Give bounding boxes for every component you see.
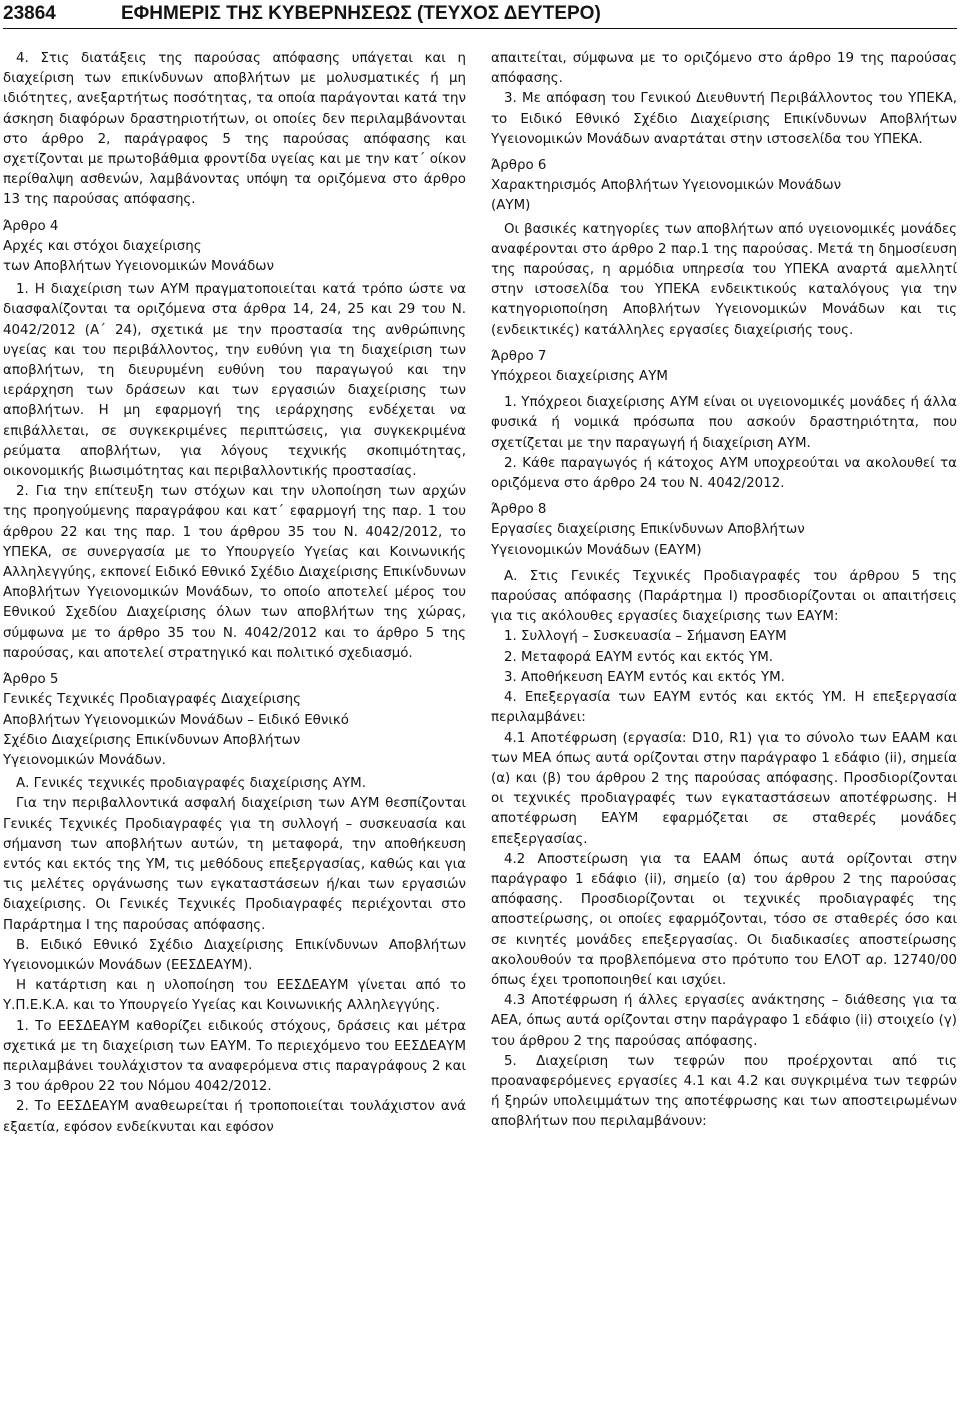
header-divider — [3, 28, 957, 29]
article5-section-b-item3: 3. Με απόφαση του Γενικού Διευθυντή Περιβάλλοντος του ΥΠΕΚΑ, το Ειδικό Εθνικό Σχέδιο Διαχείρισης Επικίνδυνων Αποβλήτων Υγειονομικών Μονάδων αναρτάται στην ιστοσελίδα του ΥΠΕΚΑ. — [491, 91, 957, 147]
article8-item4-2: 4.2 Αποστείρωση για τα ΕΑΑΜ όπως αυτά ορίζονται στην παράγραφο 1 εδάφιο (ii), σημείο (α) του άρθρου 2 της παρούσας απόφασης. Προσδιορίζονται οι τεχνικές προδιαγραφές της αποστείρωσης, οι οποίες εφαρμόζονται, τόσο σε σταθερές όσο και σε κινητές μονάδες επεξεργασίας. Οι διαδικασίες αποστείρωσης ακολουθούν τα προβλεπόμενα στο πρότυπο του ΕΛΟΤ αρ. 12740/00 όπως έχει τροποποιηθεί και ισχύει. — [491, 851, 957, 988]
article4-paragraph2: 2. Για την επίτευξη των στόχων και την υλοποίηση των αρχών της προηγούμενης παραγράφου και κατ΄ εφαρμογή της παρ. 1 του άρθρου 22 και της παρ. 1 του άρθρου 35 του Ν. 4042/2012, το ΥΠΕΚΑ, σε συνεργασία με το Υπουργείο Υγείας και Κοινωνικής Αλληλεγγύης, εκπονεί Ειδικό Εθνικό Σχέδιο Διαχείρισης Επικίνδυνων Αποβλήτων Υγειονομικών Μονάδων, το οποίο αποτελεί μέρος του Εθνικού Σχεδίου Διαχείρισης όλων των αποβλήτων της χώρας, σύμφωνα με το άρθρο 35 του Ν. 4042/2012 και το άρθρο 5 της παρούσας, και αποτελεί στρατηγικό και πολιτικό σχεδιασμό. — [3, 484, 466, 661]
article8-item4-1: 4.1 Αποτέφρωση (εργασία: D10, R1) για το σύνολο των ΕΑΑΜ και των ΜΕΑ όπως αυτά ορίζονται στην παράγραφο 1 εδάφιο (ii), σημεία (α) και (β) του άρθρου 2 της παρούσας απόφασης. Προσδιορίζονται οι τεχνικές προδιαγραφές των εγκαταστάσεων αποτέφρωσης. Η αποτέφρωση ΕΑΥΜ εφαρμόζεται σε σταθερές μονάδες επεξεργασίας. — [491, 730, 957, 847]
article5-number: Άρθρο 5 — [3, 672, 59, 688]
article8-item3: 3. Αποθήκευση ΕΑΥΜ εντός και εκτός ΥΜ. — [504, 669, 785, 685]
article8-item5: 5. Διαχείριση των τεφρών που προέρχονται από τις προαναφερόμενες εργασίες 4.1 και 4.2 και συγκριμένα των τεφρών ή ξηρών υπολειμμάτων της αποτέφρωσης και των αποστειρωμένων αποβλήτων που περιλαμβάνουν: — [491, 1053, 957, 1130]
article7-paragraph1: 1. Υπόχρεοι διαχείρισης ΑΥΜ είναι οι υγειονομικές μονάδες ή άλλα φυσικά ή νομικά πρόσωπα που ασκούν δραστηριότητα, που σχετίζεται με την παραγωγή ή διαχείριση ΑΥΜ. — [491, 395, 957, 451]
article6-text: Οι βασικές κατηγορίες των αποβλήτων από υγειονομικές μονάδες αναφέρονται στο άρθρο 2 παρ.1 της παρούσας. Μετά τη δημοσίευση της παρούσας, η αρμόδια υπηρεσία του ΥΠΕΚΑ αναρτά αμελλητί στην ιστοσελίδα του ΥΠΕΚΑ ενδεικτικούς καταλόγους για την κατηγοριοποίηση Αποβλήτων Υγειονομικών Μονάδων και τις (ενδεικτικές) κατάλληλες εργασίες διαχείρισής τους. — [491, 221, 957, 338]
article4-title-line1: Αρχές και στόχοι διαχείρισης — [3, 238, 202, 254]
article7-title: Υπόχρεοι διαχείρισης ΑΥΜ — [491, 369, 668, 385]
article5-title-line1: Γενικές Τεχνικές Προδιαγραφές Διαχείρισης — [3, 692, 302, 708]
article8-title-line2: Υγειονομικών Μονάδων (ΕΑΥΜ) — [491, 542, 702, 558]
article4-paragraph1: 1. Η διαχείριση των ΑΥΜ πραγματοποιείται κατά τρόπο ώστε να διασφαλίζονται τα οριζόμενα στα άρθρα 14, 24, 25 και 29 του Ν. 4042/2012 (Α΄ 24), σχετικά με την προστασία της ανθρώπινης υγείας και του περιβάλλοντος, την ευθύνη για τη διαχείριση των αποβλήτων, τη διευρυμένη ευθύνη του παραγωγού και την ιεράρχηση των δράσεων και των εργασιών διαχείρισης των αποβλήτων. Η μη εφαρμογή της ιεράρχησης ενδέχεται να επιβάλλεται, σε συγκεκριμένες περιπτώσεις, για συγκεκριμένα ρεύματα αποβλήτων, για λόγους τεχνικής σκοπιμότητας, οικονομικής βιωσιμότητας και περιβαλλοντικής προστασίας. — [3, 282, 466, 480]
article5-section-b-item1: 1. Το ΕΕΣΔΕΑΥΜ καθορίζει ειδικούς στόχους, δράσεις και μέτρα σχετικά με τη διαχείριση των ΕΑΥΜ. Το περιεχόμενο του ΕΕΣΔΕΑΥΜ περιλαμβάνει τουλάχιστον τα αναφερόμενα στις παραγράφους 2 και 3 του άρθρου 22 του Νόμου 4042/2012. — [3, 1018, 466, 1095]
article7-number: Άρθρο 7 — [491, 348, 547, 364]
article8-number: Άρθρο 8 — [491, 502, 547, 518]
article5-section-b-heading: Β. Ειδικό Εθνικό Σχέδιο Διαχείρισης Επικίνδυνων Αποβλήτων Υγειονομικών Μονάδων (ΕΕΣΔΕΑΥΜ). — [3, 937, 466, 973]
page-header — [3, 3, 957, 25]
article8-item2: 2. Μεταφορά ΕΑΥΜ εντός και εκτός ΥΜ. — [504, 649, 774, 665]
paragraph-article3-4: 4. Στις διατάξεις της παρούσας απόφασης υπάγεται και η διαχείριση των επικίνδυνων αποβλήτων με μολυσματικές ή μη ιδιότητες, ανεξαρτήτως ποσότητας, τα οποία παράγονται κατά την άσκηση διαφόρων δραστηριοτήτων, οι οποίες δεν περιλαμβάνονται στο άρθρο 2, παράγραφος 5 της παρούσας απόφασης και σχετίζονται με πρωτοβάθμια φροντίδα υγείας και με την κατ΄ οίκον περίθαλψη ασθενών, λαμβάνοντας υπόψη τα οριζόμενα στο άρθρο 13 της παρούσας απόφασης. — [3, 51, 466, 208]
article8-section-a: Α. Στις Γενικές Τεχνικές Προδιαγραφές του άρθρου 5 της παρούσας απόφασης (Παράρτημα Ι) προσδιορίζονται οι απαιτήσεις για τις ακόλουθες εργασίες διαχείρισης των ΕΑΥΜ: — [491, 568, 957, 625]
article6-number: Άρθρο 6 — [491, 158, 547, 174]
article4-number: Άρθρο 4 — [3, 218, 59, 234]
article4-title-line2: των Αποβλήτων Υγειονομικών Μονάδων — [3, 259, 274, 275]
right-column — [491, 49, 957, 1133]
article5-section-a-heading: Α. Γενικές τεχνικές προδιαγραφές διαχείρισης ΑΥΜ. — [16, 776, 366, 792]
article5-title-line4: Υγειονομικών Μονάδων. — [3, 752, 166, 768]
article5-title-line2: Αποβλήτων Υγειονομικών Μονάδων – Ειδικό Εθνικό — [3, 712, 349, 728]
article5-section-b-text: Η κατάρτιση και η υλοποίηση του ΕΕΣΔΕΑΥΜ γίνεται από το Υ.Π.Ε.Κ.Α. και το Υπουργείο Υγείας και Κοινωνικής Αλληλεγγύης. — [3, 978, 466, 1014]
continued-text: απαιτείται, σύμφωνα με το οριζόμενο στο άρθρο 19 της παρούσας απόφασης. — [491, 51, 957, 87]
article8-item4-3: 4.3 Αποτέφρωση ή άλλες εργασίες ανάκτησης – διάθεσης για τα ΑΕΑ, όπως αυτά ορίζονται στην παράγραφο 1 εδάφιο (ii) στοιχείο (γ) του άρθρου 2 της παρούσας απόφασης. — [491, 993, 957, 1049]
left-column — [3, 49, 466, 1138]
gazette-title: ΕΦΗΜΕΡΙΣ ΤΗΣ ΚΥΒΕΡΝΗΣΕΩΣ (ΤΕΥΧΟΣ ΔΕΥΤΕΡΟ) — [121, 3, 601, 24]
article7-paragraph2: 2. Κάθε παραγωγός ή κάτοχος ΑΥΜ υποχρεούται να ακολουθεί τα οριζόμενα στο άρθρο 24 του Ν. 4042/2012. — [491, 455, 957, 492]
article5-title-line3: Σχέδιο Διαχείρισης Επικίνδυνων Αποβλήτων — [3, 732, 301, 748]
article5-section-b-item2: 2. Το ΕΕΣΔΕΑΥΜ αναθεωρείται ή τροποποιείται τουλάχιστον ανά εξαετία, εφόσον ενδείκνυται και εφόσον — [3, 1099, 466, 1135]
article8-item4: 4. Επεξεργασία των ΕΑΥΜ εντός και εκτός ΥΜ. Η επεξεργασία περιλαμβάνει: — [491, 690, 957, 726]
article6-title-line1: Χαρακτηρισμός Αποβλήτων Υγειονομικών Μονάδων — [491, 178, 842, 194]
article8-title-line1: Εργασίες διαχείρισης Επικίνδυνων Αποβλήτων — [491, 522, 805, 538]
page-number: 23864 — [3, 3, 56, 24]
article8-item1: 1. Συλλογή – Συσκευασία – Σήμανση ΕΑΥΜ — [504, 629, 787, 645]
article6-title-line2: (ΑΥΜ) — [491, 198, 531, 214]
article5-section-a-text: Για την περιβαλλοντικά ασφαλή διαχείριση των ΑΥΜ θεσπίζονται Γενικές Τεχνικές Προδιαγραφές για τη συλλογή – συσκευασία και σήμανση των αποβλήτων αυτών, τη μεταφορά, την αποθήκευση εντός και εκτός της ΥΜ, τις μεθόδους επεξεργασίας, καθώς και για τις μελέτες οργάνωσης των εγκαταστάσεων ή/και των εργασιών διαχείρισης. Οι Γενικές Τεχνικές Προδιαγραφές περιέχονται στο Παράρτημα Ι της παρούσας απόφασης. — [3, 796, 466, 933]
